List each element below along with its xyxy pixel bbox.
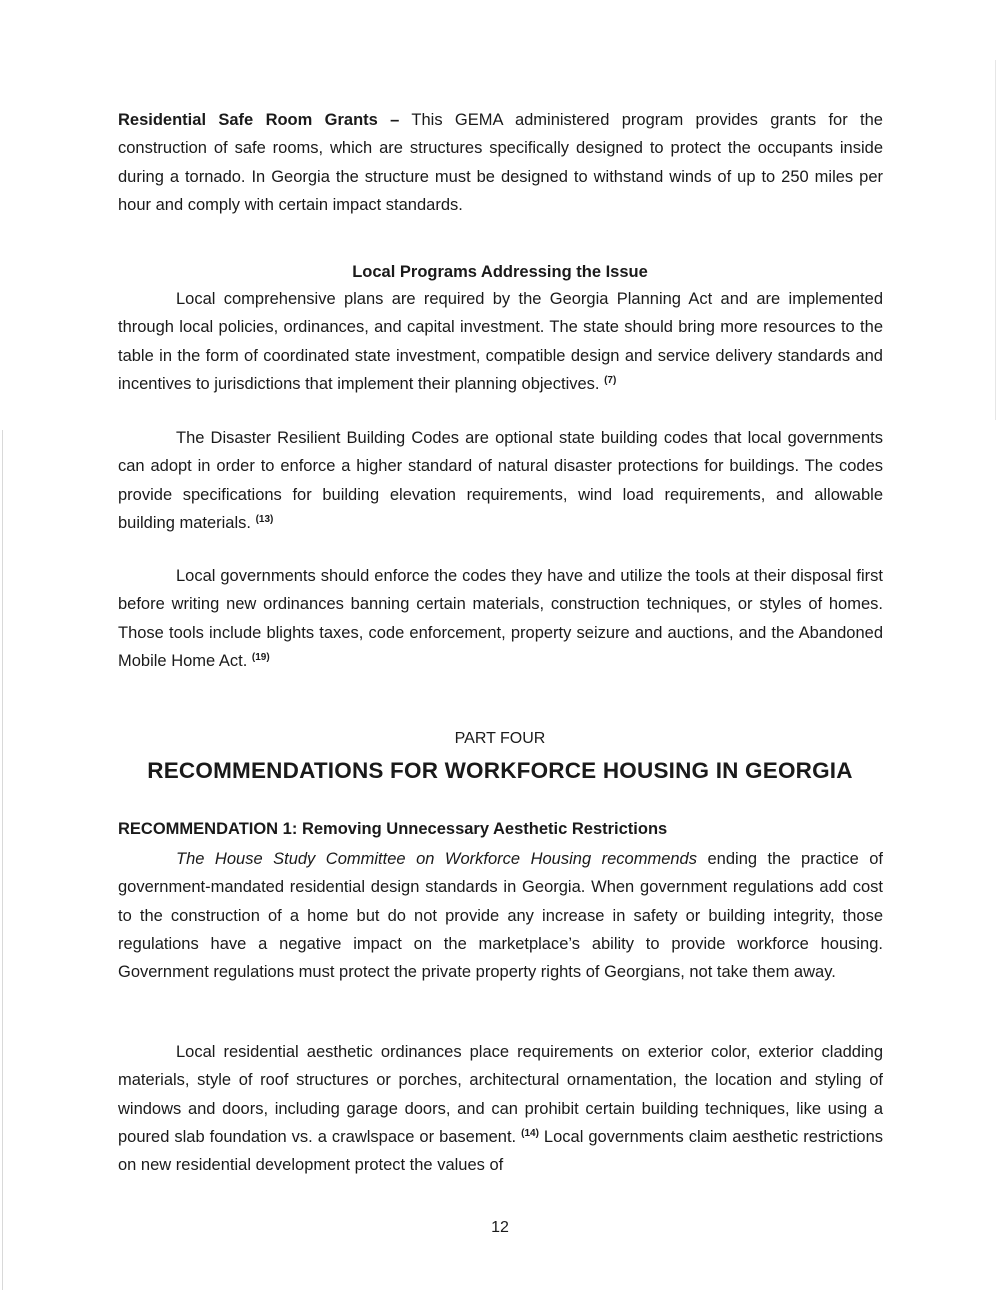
- reference-14: (14): [521, 1127, 539, 1139]
- local-programs-heading: Local Programs Addressing the Issue: [352, 263, 648, 281]
- reference-19: (19): [251, 651, 270, 663]
- local-programs-paragraph-1: Local comprehensive plans are required by the Georgia Planning Act and are implemented through local policies, ordinances, and capital investment. The state should bring more resources to the table in the form of coordinated state investment, compatible design and service delivery standards and incentives to jurisdictions that implement their planning objectives. $^{(7)}$: [118, 290, 883, 393]
- recommendation-1-paragraph-2: Local residential aesthetic ordinances place requirements on exterior color, exterior cladding materials, style of roof structures or porches, architectural ornamentation, the location and styling of windows and doors, including garage doors, and can prohibit certain building techniques, like using a poured slab foundation vs. a crawlspace or basement. $^{(14)}$ Local governments claim aesthetic restrictions on new residential development protect the values of: [118, 1043, 884, 1175]
- page-number: 12: [491, 1219, 509, 1236]
- safe-room-lead: Residential Safe Room Grants –: [118, 111, 400, 129]
- scan-edge-line: [995, 60, 996, 420]
- reference-7: (7): [604, 374, 617, 386]
- recommendation-1-heading: RECOMMENDATION 1: Removing Unnecessary Aesthetic Restrictions: [118, 820, 668, 838]
- safe-room-body: This GEMA administered program provides grants for the construction of safe rooms, which are structures specifically designed to protect the occupants inside during a tornado. In Georgia the structure must be designed to withstand winds of up to 250 miles per hour and comply with certain impact standards.: [118, 111, 883, 214]
- scan-edge-line: [2, 430, 3, 1290]
- part-label: PART FOUR: [454, 730, 546, 747]
- local-programs-paragraph-2: The Disaster Resilient Building Codes are optional state building codes that local governments can adopt in order to enforce a higher standard of natural disaster protections for buildings. The codes provide specifications for building elevation requirements, wind load requirements, and allowable building materials. $^{(13)}$: [118, 429, 883, 532]
- recommendation-1-italic-lead: The House Study Committee on Workforce Housing recommends: [176, 850, 697, 868]
- safe-room-paragraph: [118, 106, 883, 219]
- recommendation-1-paragraph-1: The House Study Committee on Workforce Housing recommends ending the practice of government-mandated residential design standards in Georgia. When government regulations add cost to the construction of a home but do not provide any increase in safety or building integrity, those regulations have a negative impact on the marketplace’s ability to provide workforce housing. Government regulations must protect the private property rights of Georgians, not take them away.: [118, 850, 883, 982]
- part-title: RECOMMENDATIONS FOR WORKFORCE HOUSING IN GEORGIA: [147, 758, 853, 783]
- reference-13: (13): [255, 513, 274, 525]
- local-programs-paragraph-3: Local governments should enforce the codes they have and utilize the tools at their disposal first before writing new ordinances banning certain materials, construction techniques, or styles of homes. Those tools include blights taxes, code enforcement, property seizure and auctions, and the Abandoned Mobile Home Act. $^{(19)}$: [118, 567, 883, 670]
